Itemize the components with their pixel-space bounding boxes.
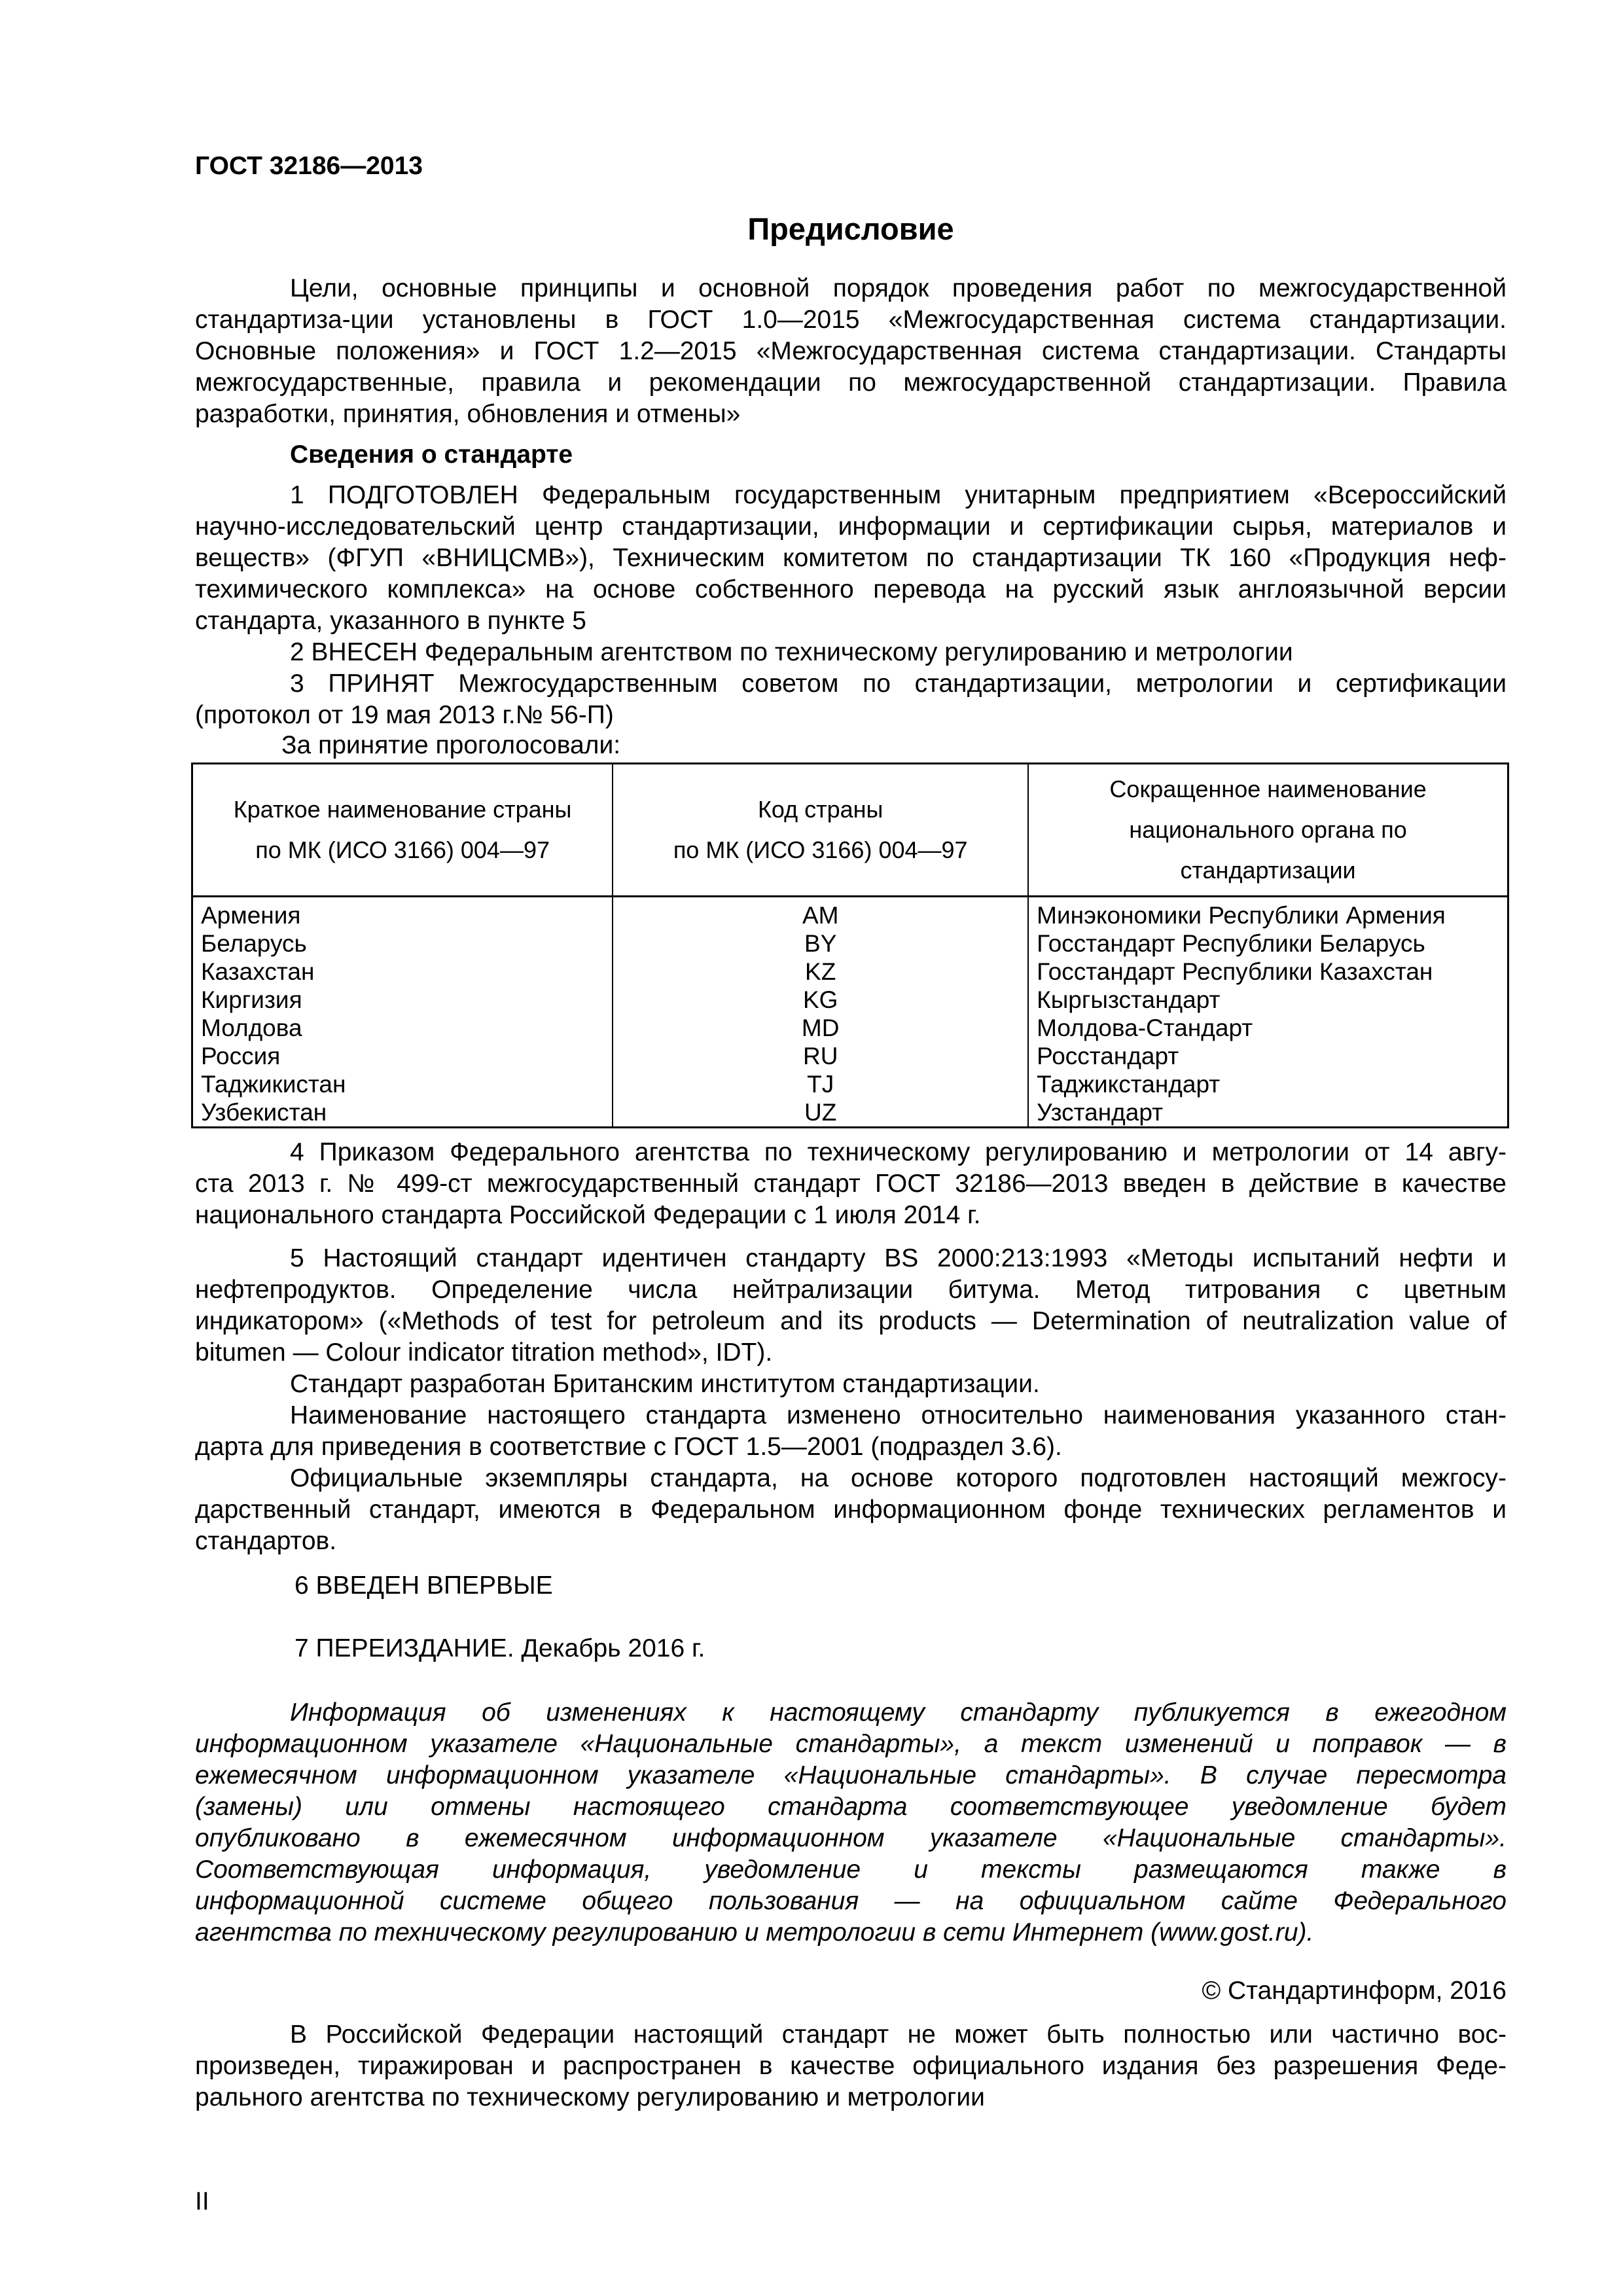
table-header-row xyxy=(192,764,1508,897)
table-row xyxy=(192,1042,1508,1070)
item5-line: bitumen — Colour indicator titration method», IDT). xyxy=(195,1338,773,1367)
standards-body: Минэкономики Республики Армения xyxy=(1028,897,1508,930)
country-name: Армения xyxy=(192,897,613,930)
item1-line: веществ» (ФГУП «ВНИЦСМВ»), Техническим комитетом по стандартизации ТК 160 «Продукция неф- xyxy=(195,544,1507,572)
item5-copies-line: дарственный стандарт, имеются в Федеральном информационном фонде технических регламентов и xyxy=(195,1496,1507,1524)
country-name: Беларусь xyxy=(192,929,613,958)
intro-line: стандартиза-ции установлены в ГОСТ 1.0—2015 «Межгосударственная система стандартизации. xyxy=(195,306,1507,334)
info-line: агентства по техническому регулированию и метрологии в сети Интернет (www.gost.ru). xyxy=(195,1918,1314,1946)
section-heading: Сведения о стандарте xyxy=(290,440,573,469)
item1-line: 1 ПОДГОТОВЛЕН Федеральным государственным унитарным предприятием «Всероссийский xyxy=(290,481,1507,509)
table-row xyxy=(192,958,1508,986)
table-row xyxy=(192,929,1508,958)
item7-line: 7 ПЕРЕИЗДАНИЕ. Декабрь 2016 г. xyxy=(294,1634,705,1662)
item5-copies-line: Официальные экземпляры стандарта, на основе которого подготовлен настоящий межгосу- xyxy=(290,1464,1507,1492)
item5-copies-line: стандартов. xyxy=(195,1527,337,1555)
country-name: Таджикистан xyxy=(192,1070,613,1098)
country-code: BY xyxy=(613,929,1028,958)
header-country-code: Код страны по МК (ИСО 3166) 004—97 xyxy=(613,764,1028,897)
country-code: MD xyxy=(613,1014,1028,1042)
standards-body: Молдова-Стандарт xyxy=(1028,1014,1508,1042)
item4-line: 4 Приказом Федерального агентства по техническому регулированию и метрологии от 14 авгу- xyxy=(290,1138,1507,1166)
info-line: информационной системе общего пользования — на официальном сайте Федерального xyxy=(195,1887,1507,1915)
table-row xyxy=(192,1070,1508,1098)
country-name: Киргизия xyxy=(192,986,613,1014)
country-name: Россия xyxy=(192,1042,613,1070)
item5-line: 5 Настоящий стандарт идентичен стандарту BS 2000:213:1993 «Методы испытаний нефти и xyxy=(290,1244,1507,1272)
standards-body: Кыргызстандарт xyxy=(1028,986,1508,1014)
item1-line: стандарта, указанного в пункте 5 xyxy=(195,607,586,635)
item4-line: ста 2013 г. № 499-ст межгосударственный стандарт ГОСТ 32186—2013 введен в действие в качестве xyxy=(195,1170,1507,1198)
page-title: Предисловие xyxy=(747,211,954,246)
header-country-name: Краткое наименование страны по МК (ИСО 3166) 004—97 xyxy=(192,764,613,897)
country-name: Казахстан xyxy=(192,958,613,986)
item5-line: индикатором» («Methods of test for petroleum and its products — Determination of neutralization value of xyxy=(195,1307,1507,1335)
countries-table xyxy=(191,762,1509,1128)
country-code: RU xyxy=(613,1042,1028,1070)
copyright-notice: © Стандартинформ, 2016 xyxy=(1202,1977,1507,2005)
item4-line: национального стандарта Российской Федерации с 1 июля 2014 г. xyxy=(195,1201,981,1229)
item1-line: научно-исследовательский центр стандартизации, информации и сертификации сырья, материалов и xyxy=(195,512,1507,541)
info-line: ежемесячном информационном указателе «Национальные стандарты». В случае пересмотра xyxy=(195,1761,1507,1789)
country-code: KG xyxy=(613,986,1028,1014)
standards-body: Росстандарт xyxy=(1028,1042,1508,1070)
rights-line: произведен, тиражирован и распространен в качестве официального издания без разрешения Феде- xyxy=(195,2052,1507,2080)
country-code: UZ xyxy=(613,1098,1028,1128)
item3-line: 3 ПРИНЯТ Межгосударственным советом по стандартизации, метрологии и сертификации xyxy=(290,670,1507,698)
item5-name-line: Наименование настоящего стандарта изменено относительно наименования указанного стан- xyxy=(290,1401,1507,1429)
info-line: Соответствующая информация, уведомление и тексты размещаются также в xyxy=(195,1856,1507,1884)
item5-name-line: дарта для приведения в соответствие с ГОСТ 1.5—2001 (подраздел 3.6). xyxy=(195,1433,1062,1461)
info-line: Информация об изменениях к настоящему стандарту публикуется в ежегодном xyxy=(290,1698,1507,1727)
rights-line: рального агентства по техническому регулированию и метрологии xyxy=(195,2083,985,2111)
standards-body: Таджикстандарт xyxy=(1028,1070,1508,1098)
standards-body: Госстандарт Республики Казахстан xyxy=(1028,958,1508,986)
intro-line: Основные положения» и ГОСТ 1.2—2015 «Межгосударственная система стандартизации. Стандарты xyxy=(195,337,1507,365)
country-code: TJ xyxy=(613,1070,1028,1098)
intro-line: разработки, принятия, обновления и отмены» xyxy=(195,400,741,428)
intro-line: Цели, основные принципы и основной порядок проведения работ по межгосударственной xyxy=(290,274,1507,302)
page-number: II xyxy=(195,2187,209,2215)
table-row xyxy=(192,897,1508,930)
country-code: AM xyxy=(613,897,1028,930)
item1-line: техимического комплекса» на основе собственного перевода на русский язык англоязычной версии xyxy=(195,575,1507,603)
table-row xyxy=(192,986,1508,1014)
rights-line: В Российской Федерации настоящий стандарт не может быть полностью или частично вос- xyxy=(290,2020,1507,2049)
table-row xyxy=(192,1098,1508,1128)
item5-line: нефтепродуктов. Определение числа нейтрализации битума. Метод титрования с цветным xyxy=(195,1276,1507,1304)
standards-body: Узстандарт xyxy=(1028,1098,1508,1128)
standards-body: Госстандарт Республики Беларусь xyxy=(1028,929,1508,958)
country-code: KZ xyxy=(613,958,1028,986)
item3-line: (протокол от 19 мая 2013 г.№ 56-П) xyxy=(195,701,614,729)
info-line: (замены) или отмены настоящего стандарта соответствующее уведомление будет xyxy=(195,1793,1507,1821)
item2-line: 2 ВНЕСЕН Федеральным агентством по техническому регулированию и метрологии xyxy=(290,638,1293,666)
info-line: опубликовано в ежемесячном информационном указателе «Национальные стандарты». xyxy=(195,1824,1507,1852)
info-line: информационном указателе «Национальные стандарты», а текст изменений и поправок — в xyxy=(195,1730,1507,1758)
document-code: ГОСТ 32186—2013 xyxy=(195,152,423,180)
item6-line: 6 ВВЕДЕН ВПЕРВЫЕ xyxy=(294,1571,553,1600)
table-row xyxy=(192,1014,1508,1042)
item5-developer: Стандарт разработан Британским институтом стандартизации. xyxy=(290,1370,1040,1398)
intro-line: межгосударственные, правила и рекомендации по межгосударственной стандартизации. Правила xyxy=(195,368,1507,397)
country-name: Молдова xyxy=(192,1014,613,1042)
country-name: Узбекистан xyxy=(192,1098,613,1128)
header-standards-body: Сокращенное наименование национального органа по стандартизации xyxy=(1028,764,1508,897)
vote-caption: За принятие проголосовали: xyxy=(281,731,621,759)
